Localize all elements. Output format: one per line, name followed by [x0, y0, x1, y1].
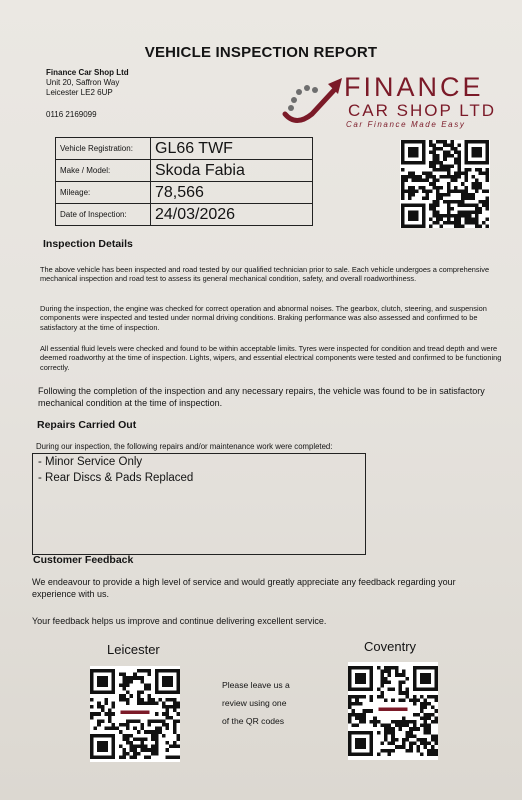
page-title: VEHICLE INSPECTION REPORT [144, 44, 378, 61]
company-address [46, 68, 129, 98]
row-value: 78,566 [151, 182, 313, 204]
row-label: Vehicle Registration: [56, 138, 151, 160]
repairs-box [32, 453, 366, 555]
feedback-paragraph-2: Your feedback helps us improve and continue delivering excellent service. [32, 616, 327, 626]
inspection-paragraph-2: During the inspection, the engine was checked for correct operation and abnormal noises. The gearbox, clutch, steering, and suspension components were inspected and tested under normal driving conditions. Braking performance was also assessed and confirmed to be satisfactory at the time of inspection. [40, 304, 487, 332]
inspection-heading: Inspection Details [43, 238, 133, 250]
review-line: Please leave us a [222, 680, 290, 690]
inspection-paragraph-1: The above vehicle has been inspected and road tested by our qualified technician prior to sale. Each vehicle undergoes a comprehensive mechanical inspection and road test to assess its general mechanical condition, safety, and overall roadworthiness. [40, 265, 490, 284]
company-phone: 0116 2169099 [46, 110, 97, 119]
address-line-2: Leicester LE2 6UP [46, 88, 113, 97]
review-line: review using one [222, 698, 287, 708]
repairs-heading: Repairs Carried Out [37, 419, 137, 431]
review-instructions [222, 676, 290, 730]
row-label: Date of Inspection: [56, 204, 151, 226]
feedback-paragraph-1: We endeavour to provide a high level of service and would greatly appreciate any feedback regarding your experience with us. [32, 577, 456, 599]
logo-swoosh-icon [282, 74, 344, 126]
logo-tagline: Car Finance Made Easy [346, 120, 466, 129]
row-value: 24/03/2026 [151, 204, 313, 226]
logo-word-finance: FINANCE [344, 72, 484, 102]
address-line-1: Unit 20, Saffron Way [46, 78, 120, 87]
repair-item: - Minor Service Only [38, 456, 143, 468]
row-value: Skoda Fabia [151, 160, 313, 182]
feedback-heading: Customer Feedback [33, 554, 134, 566]
company-name: Finance Car Shop Ltd [46, 68, 129, 77]
inspection-paragraph-3: All essential fluid levels were checked and found to be within acceptable limits. Tyres were inspected for condition and tread depth and were deemed roadworthy at the time of inspection. Lights, wipers, and essential electrical components were tested and confirmed to be functioning correctly. [40, 344, 502, 372]
table-row [56, 204, 313, 226]
coventry-qr-code-icon[interactable] [348, 662, 438, 760]
city-label-coventry: Coventry [364, 639, 417, 654]
row-value: GL66 TWF [151, 138, 313, 160]
leicester-qr-code-icon[interactable] [90, 666, 180, 762]
row-label: Mileage: [56, 182, 151, 204]
inspection-conclusion: Following the completion of the inspection and any necessary repairs, the vehicle was found to be in satisfactory mechanical condition at the time of inspection. [38, 386, 485, 408]
vehicle-details-table [55, 137, 313, 226]
table-row [56, 160, 313, 182]
qr-code-icon[interactable] [400, 140, 490, 228]
logo-word-carshop: CAR SHOP LTD [348, 101, 497, 120]
table-row [56, 138, 313, 160]
city-label-leicester: Leicester [107, 642, 160, 657]
table-row [56, 182, 313, 204]
row-label: Make / Model: [56, 160, 151, 182]
repairs-intro: During our inspection, the following repairs and/or maintenance work were completed: [36, 442, 333, 451]
review-line: of the QR codes [222, 716, 285, 726]
repair-item: - Rear Discs & Pads Replaced [38, 472, 194, 484]
